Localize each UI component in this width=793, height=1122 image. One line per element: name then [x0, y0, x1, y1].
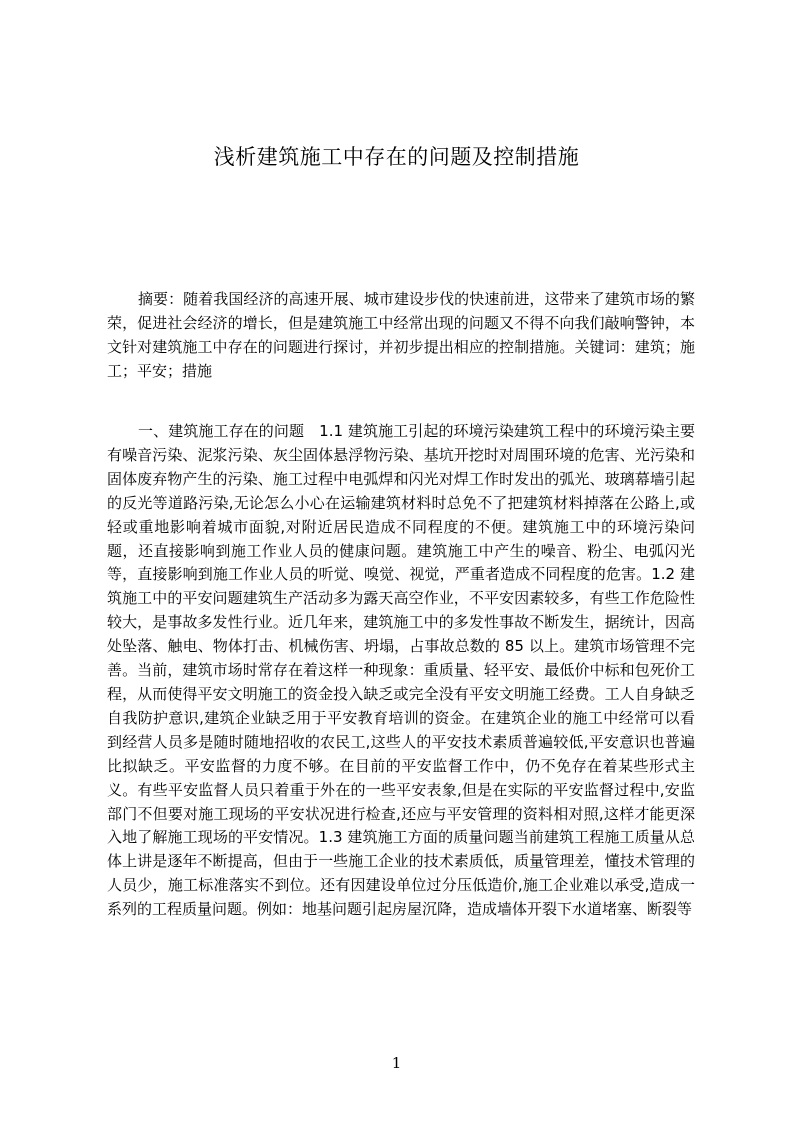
abstract-paragraph: 摘要：随着我国经济的高速开展、城市建设步伐的快速前进，这带来了建筑市场的繁荣，促进社会经济的增长，但是建筑施工中经常出现的问题又不得不向我们敲响警钟，本文针对建筑施工中存在的问题进行探讨，并初步提出相应的控制措施。关键词：建筑；施工；平安；措施	[107, 290, 695, 380]
body-paragraph: 一、建筑施工存在的问题 1.1 建筑施工引起的环境污染建筑工程中的环境污染主要有噪音污染、泥浆污染、灰尘固体悬浮物污染、基坑开挖时对周围环境的危害、光污染和固体废弃物产生的污染、施工过程中电弧焊和闪光对焊工作时发出的弧光、玻璃幕墙引起的反光等道路污染,无论怎么小心在运输建筑材料时总免不了把建筑材料掉落在公路上,或轻或重地影响着城市面貌,对附近居民造成不同程度的不便。建筑施工中的环境污染问题，还直接影响到施工作业人员的健康问题。建筑施工中产生的噪音、粉尘、电弧闪光等，直接影响到施工作业人员的听觉、嗅觉、视觉，严重者造成不同程度的危害。1.2 建筑施工中的平安问题建筑生产活动多为露天高空作业，不平安因素较多，有些工作危险性较大，是事故多发性行业。近几年来，建筑施工中的多发性事故不断发生，据统计，因高处坠落、触电、物体打击、机械伤害、坍塌，占事故总数的 85 以上。建筑市场管理不完善。当前，建筑市场时常存在着这样一种现象：重质量、轻平安、最低价中标和包死价工程，从而使得平安文明施工的资金投入缺乏或完全没有平安文明施工经费。工人自身缺乏自我防护意识,建筑企业缺乏用于平安教育培训的资金。在建筑企业的施工中经常可以看到经营人员多是随时随地招收的农民工,这些人的平安技术素质普遍较低,平安意识也普遍比拟缺乏。平安监督的力度不够。在目前的平安监督工作中，仍不免存在着某些形式主义。有些平安监督人员只着重于外在的一些平安表象,但是在实际的平安监督过程中,安监部门不但要对施工现场的平安状况进行检查,还应与平安管理的资料相对照,这样才能更深入地了解施工现场的平安情况。1.3 建筑施工方面的质量问题当前建筑工程施工质量从总体上讲是逐年不断提高，但由于一些施工企业的技术素质低，质量管理差，懂技术管理的人员少，施工标准落实不到位。还有因建设单位过分压低造价,施工企业难以承受,造成一系列的工程质量问题。例如：地基问题引起房屋沉降，造成墙体开裂下水道堵塞、断裂等	[107, 422, 695, 919]
document-title: 浅析建筑施工中存在的问题及控制措施	[213, 145, 580, 169]
page-number: 1	[391, 1054, 402, 1072]
